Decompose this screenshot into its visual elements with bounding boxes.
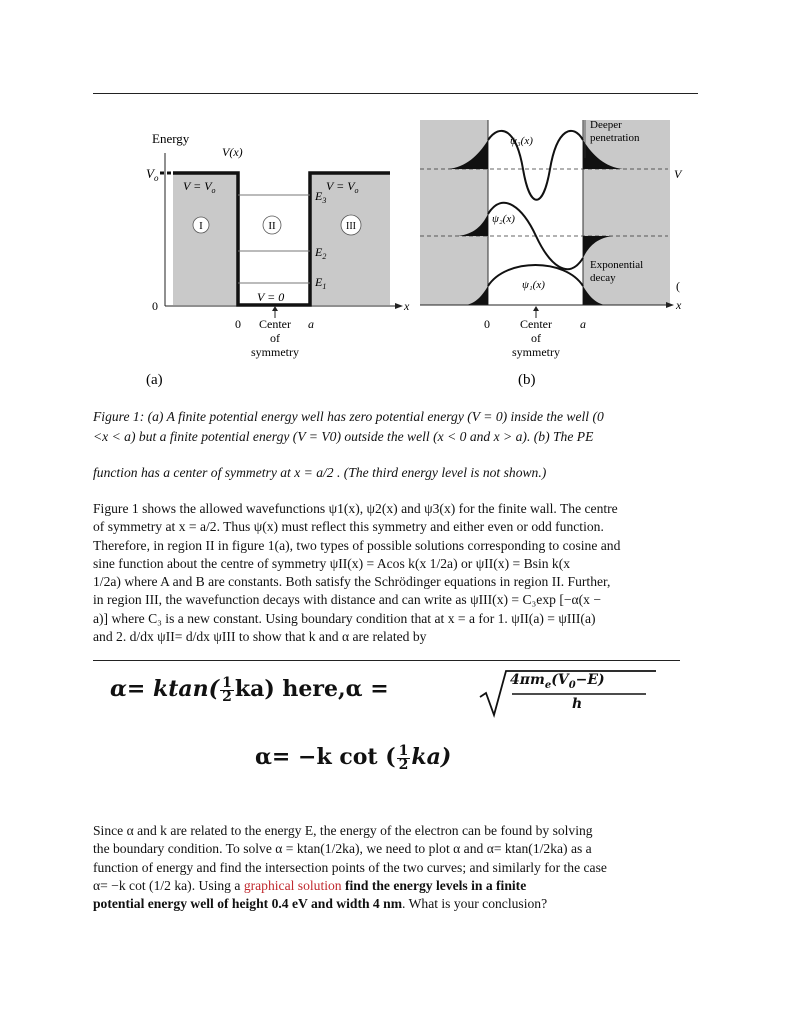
para-line7: a)] where C₃ is a new constant. Using boundary condition that at x = a for 1. ψII(a) = ψIII(a) bbox=[93, 610, 596, 626]
body-paragraph bbox=[93, 500, 703, 646]
center-line1-b: Center bbox=[520, 317, 552, 331]
deeper-line1: Deeper bbox=[590, 119, 622, 131]
eq1-fraction: $\frac{1}{2}$ bbox=[222, 674, 232, 705]
eq2-fraction: $\frac{1}{2}$ bbox=[398, 742, 409, 773]
mid-rule bbox=[93, 660, 680, 661]
para-line6: in region III, the wavefunction decays with distance and can write as ψIII(x) = C₃exp [−α(x − bbox=[93, 592, 602, 608]
figure-a-potential-well bbox=[140, 118, 420, 393]
final-line1: Since α and k are related to the energy E, the energy of the electron can be found by solving bbox=[93, 823, 593, 838]
para-line2: of symmetry at x = a/2. Thus ψ(x) must reflect this symmetry and either even or odd function. bbox=[93, 519, 604, 535]
x0-label: 0 bbox=[235, 317, 241, 331]
exp-line2: decay bbox=[590, 272, 616, 284]
right-v-label: $V = V_o$ bbox=[326, 179, 359, 195]
para-line4: sine function about the centre of symmetry ψII(x) = Acos k(x 1/2a) or ψII(x) = Bsin k(x bbox=[93, 555, 571, 571]
sqrt-denominator: h bbox=[572, 696, 583, 712]
region-2-label: II bbox=[268, 220, 276, 232]
figure-caption bbox=[93, 407, 703, 483]
deeper-line2: penetration bbox=[590, 132, 640, 144]
center-line2: of bbox=[270, 331, 280, 345]
left-v-label: $V = V_o$ bbox=[183, 179, 216, 195]
panel-a-label: (a) bbox=[146, 372, 163, 388]
panel-b-label: (b) bbox=[518, 372, 536, 388]
sqrt-numerator: $4\pi m_e(V_0-E)$ bbox=[510, 672, 605, 691]
v-zero-label: V = 0 bbox=[257, 290, 285, 304]
figure-b-wavefunctions bbox=[418, 118, 690, 393]
vx-label: V(x) bbox=[222, 145, 243, 159]
final-line5: potential energy well of height 0.4 eV and width 4 nm. What is your conclusion? bbox=[93, 896, 548, 912]
final-paragraph bbox=[93, 822, 703, 913]
a-label-b: a bbox=[580, 317, 586, 331]
v-label: V bbox=[674, 167, 682, 181]
caption-line3: function has a center of symmetry at x = a/2 . (The third energy level is not shown.) bbox=[93, 465, 547, 480]
graphical-solution-link: graphical solution bbox=[243, 877, 342, 893]
zero-label: 0 bbox=[152, 299, 158, 313]
center-line1: Center bbox=[259, 317, 291, 331]
final-line3: function of energy and find the intersection points of the two curves; and similarly for the case bbox=[93, 859, 607, 875]
para-line1: Figure 1 shows the allowed wavefunctions ψ1(x), ψ2(x) and ψ3(x) for the finite wall. The centre bbox=[93, 501, 618, 516]
x-label: x bbox=[404, 299, 410, 313]
para-line8: and 2. d/dx ψII= d/dx ψIII to show that k and α are related by bbox=[93, 629, 427, 645]
x0-label-b: 0 bbox=[484, 317, 490, 331]
equation-1 bbox=[110, 676, 389, 704]
eq1-rhs: ka) here,α = bbox=[234, 676, 389, 702]
final-line2: the boundary condition. To solve α = ktan(1/2ka), we need to plot α and α= ktan(1/2ka) as a bbox=[93, 841, 592, 857]
caption-line2: <x < a) but a finite potential energy (V = V0) outside the well (x < 0 and x > a). (b) The PE bbox=[93, 429, 594, 444]
center-line3: symmetry bbox=[251, 345, 299, 359]
e2-label: $E_2$ bbox=[315, 245, 327, 261]
eq2-lhs: α= −k cot ( bbox=[255, 744, 396, 770]
eq2-rhs: ka) bbox=[411, 744, 452, 770]
region-1-label: I bbox=[199, 220, 203, 232]
x-axis-arrow bbox=[395, 303, 403, 309]
center-arrowhead-b bbox=[533, 306, 539, 311]
v0-label: $V_o$ bbox=[146, 166, 159, 183]
e3-label: $E_3$ bbox=[315, 189, 327, 205]
x-label-b: x bbox=[676, 298, 682, 312]
para-line3: Therefore, in region II in figure 1(a), two types of possible solutions corresponding to cosine and bbox=[93, 537, 621, 553]
psi2-label: ψ₂(x) bbox=[492, 213, 515, 225]
para-line5: 1/2a) where A and B are constants. Both satisfy the Schrödinger equations in region II. Further, bbox=[93, 574, 611, 590]
eq1-lhs: α= ktan( bbox=[110, 676, 220, 702]
region-3-label: III bbox=[346, 221, 356, 232]
a-label: a bbox=[308, 317, 314, 331]
top-rule bbox=[93, 93, 698, 94]
center-line3-b: symmetry bbox=[512, 345, 560, 359]
psi3-label: ψ₃(x) bbox=[510, 135, 533, 147]
psi1-label: ψ₁(x) bbox=[522, 279, 545, 291]
final-line4: α= −k cot (1/2 ka). Using a graphical solution find the energy levels in a finite bbox=[93, 877, 527, 893]
caption-line1: Figure 1: (a) A finite potential energy well has zero potential energy (V = 0) inside the well (0 bbox=[93, 409, 604, 424]
paren-label: ( bbox=[676, 279, 680, 293]
exp-line1: Exponential bbox=[590, 259, 644, 271]
energy-label: Energy bbox=[152, 131, 190, 146]
center-line2-b: of bbox=[531, 331, 541, 345]
equation-2 bbox=[255, 744, 451, 772]
e1-label: $E_1$ bbox=[315, 275, 327, 291]
